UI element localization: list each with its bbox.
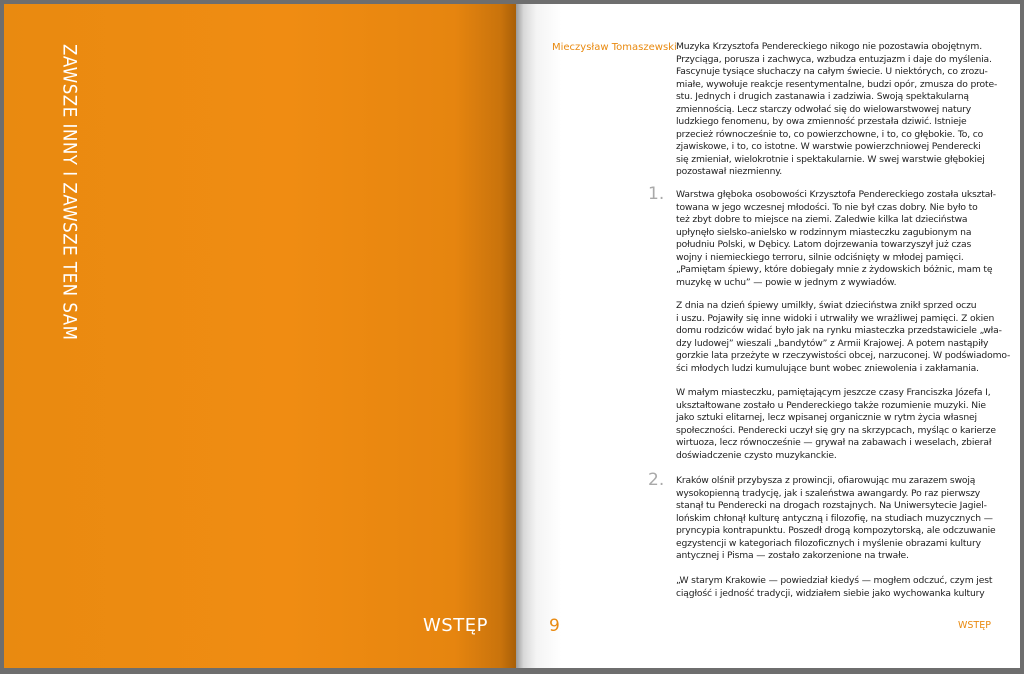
text-line: południu Polski, w Dębicy. Latom dojrzewania towarzyszył już czas [676, 239, 972, 250]
text-line: ludzkiego fenomenu, by owa zmienność przestała dziwić. Istnieje [676, 116, 967, 127]
text-line: domu rodziców widać było jak na rynku miasteczka przedstawiciele „wła- [676, 325, 1002, 336]
text-line: egzystencji w kategoriach filozoficznych i myślenie obrazami kultury [676, 537, 981, 549]
book-spread [4, 4, 1020, 668]
text-line: pozostawał niezmienny. [676, 166, 782, 177]
vertical-title: ZAWSZE INNY I ZAWSZE TEN SAM [58, 44, 80, 341]
text-line: Kraków olśnił przybysza z prowincji, ofiarowując mu zarazem swoją [676, 475, 976, 486]
text-line: wysokopienną tradycję, jak i szaleństwa awangardy. Po raz pierwszy [676, 487, 981, 499]
paragraph-small-town [676, 387, 996, 462]
text-line: i uszu. Pojawiły się inne widoki i utrwaliły we wrażliwej pamięci. Z okien [676, 312, 995, 324]
text-line: stanął tu Penderecki na drogach rozstajnych. Na Uniwersytecie Jagiel- [676, 500, 987, 511]
text-line: Z dnia na dzień śpiewy umilkły, świat dzieciństwa znikł sprzed oczu [676, 300, 977, 311]
paragraph-childhood [676, 300, 1011, 375]
text-line: ści młodych ludzi kumulujące bunt wobec zniewolenia i zakłamania. [676, 362, 979, 374]
text-line: pryncypia kontrapunktu. Poszedł drogą kompozytorską, ale odczuwanie [676, 525, 996, 536]
text-line: stu. Jednych i drugich zastanawia i zadziwia. Swoją spektakularną [676, 91, 969, 102]
left-page [4, 4, 516, 668]
text-line: ukształtowane zostało u Pendereckiego także rozumienie muzyki. Nie [676, 399, 986, 411]
text-line: zjawiskowe, i to, co istotne. W warstwie powierzchniowej Penderecki [676, 141, 981, 152]
paragraph-section-2 [676, 475, 996, 563]
text-line: antycznej i Pisma — zostało zakorzenione na trwałe. [676, 550, 909, 561]
text-line: doświadczenie czysto muzykanckie. [676, 449, 837, 461]
paragraph-section-1 [676, 189, 996, 289]
right-page [516, 4, 1020, 668]
left-footer-label: WSTĘP [423, 615, 488, 636]
text-line: Fascynuje tysiące słuchaczy na całym świecie. U niektórych, co zrozu- [676, 66, 988, 77]
section-number-1: 1. [648, 184, 665, 204]
text-line: społeczności. Penderecki uczył się gry na skrzypcach, myśląc o karierze [676, 424, 996, 436]
text-line: gorzkie lata przeżyte w rzeczywistości obcej, narzuconej. W podświadomo- [676, 350, 1011, 361]
text-line: upłynęło sielsko-anielsko w rodzinnym miasteczku zagubionym na [676, 226, 972, 238]
text-line: wojny i niemieckiego terroru, silnie odciśnięty w młodej pamięci. [676, 251, 964, 263]
text-line: ciągłość i jedność tradycji, widziałem siebie jako wychowanka kultury [676, 587, 985, 599]
text-line: miałe, wywołuje reakcje resentymentalne, budzi opór, zmusza do prote- [676, 78, 998, 90]
text-line: dzy ludowej” wieszali „bandytów” z Armii Krajowej. A potem nastąpiły [676, 337, 989, 349]
text-line: „Pamiętam śpiewy, które dobiegały mnie z żydowskich bóżnic, mam tę [676, 264, 993, 275]
text-line: wirtuoza, lecz równocześnie — grywał na zabawach i weselach, zbierał [676, 437, 992, 448]
text-line: Przyciąga, porusza i zachwyca, wzbudza entuzjazm i daje do myślenia. [676, 53, 992, 65]
text-line: jako sztuki elitarnej, lecz wpisanej organicznie w rytm życia własnej [676, 412, 977, 423]
text-line: muzykę w uchu” — powie w jednym z wywiadów. [676, 276, 897, 288]
text-line: W małym miasteczku, pamiętającym jeszcze czasy Franciszka Józefa I, [676, 387, 991, 398]
running-head: WSTĘP [958, 620, 991, 631]
text-line: przecież równocześnie to, co powierzchowne, i to, co głębokie. To, co [676, 128, 984, 140]
text-line: Muzyka Krzysztofa Pendereckiego nikogo nie pozostawia obojętnym. [676, 41, 983, 52]
text-line: towana w jego wczesnej młodości. To nie był czas dobry. Nie było to [676, 201, 978, 213]
paragraph-quote [676, 575, 993, 600]
text-line: zmiennością. Lecz starczy odwołać się do wielowarstwowej natury [676, 103, 972, 115]
section-number-2: 2. [648, 470, 665, 490]
page-number: 9 [549, 616, 560, 636]
author-name: Mieczysław Tomaszewski [552, 42, 677, 53]
text-line: też zbyt dobre to miejsce na ziemi. Zaledwie kilka lat dzieciństwa [676, 214, 968, 225]
text-line: się zmieniał, wielokrotnie i spektakularnie. W swej warstwie głębokiej [676, 153, 985, 165]
paragraph-intro [676, 41, 998, 179]
text-line: lońskim chłonął kulturę antyczną i filozofię, na studiach muzycznych — [676, 512, 993, 524]
text-line: Warstwa głęboka osobowości Krzysztofa Pendereckiego została ukształ- [676, 189, 996, 200]
text-line: „W starym Krakowie — powiedział kiedyś — mogłem odczuć, czym jest [676, 575, 993, 586]
